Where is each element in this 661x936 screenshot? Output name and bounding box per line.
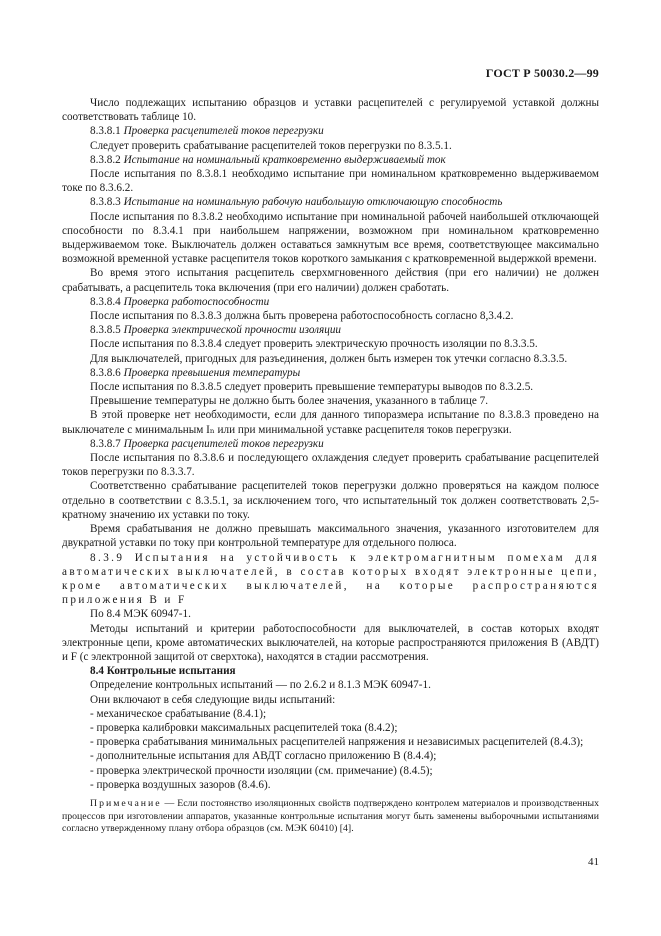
section-heading — [62, 295, 599, 309]
paragraph: После испытания по 8.3.8.3 должна быть проверена работоспособность согласно 8,3.4.2. — [90, 310, 514, 323]
section-number: 8.3.8.3 — [90, 196, 121, 209]
section-heading — [62, 153, 599, 167]
paragraph: После испытания по 8.3.8.5 следует проверить превышение температуры выводов по 8.3.2.5. — [90, 381, 534, 394]
section-title: Проверка работоспособности — [123, 295, 270, 308]
paragraph: По 8.4 МЭК 60947-1. — [90, 608, 191, 621]
section-number: 8.3.8.2 — [90, 153, 121, 166]
section-number: 8.3.8.5 — [90, 324, 121, 337]
paragraph: После испытания по 8.3.8.6 и последующего охлаждения следует проверить срабатывание расцепителей токов перегрузки по 8.3.3.7. — [62, 452, 599, 479]
section-title: Проверка расцепителей токов перегрузки — [123, 437, 324, 450]
note-text: — Если постоянство изоляционных свойств подтверждено контролем материалов и производственных процессов при изготовлении аппаратов, указанные контрольные испытания могут быть заменены выборочными испытаниями согласно утвержденному плану отбора образцов (см. МЭК 60410) [4]. — [62, 797, 600, 835]
section-number: 8.3.8.1 — [90, 125, 121, 138]
page-number: 41 — [588, 856, 599, 868]
section-heading — [62, 366, 599, 380]
paragraph: Соответственно срабатывание расцепителей токов перегрузки должно проверяться на каждом полюсе отдельно в соответствии с 8.3.5.1, за исключением того, что испытательный ток должен соответствовать 2,5-кратному значению их уставки по току. — [62, 480, 599, 521]
list-item: - механическое срабатывание (8.4.1); — [90, 707, 267, 720]
paragraph: После испытания по 8.3.8.2 необходимо испытание при номинальной рабочей наибольшей отключающей способности по 8.3.4.1 при наибольшем напряжении, возможном при номинальном кратковременно выдерживаемом токе. Выключатель должен оставаться замкнутым все время, соответствующее максимально возможной временной уставке расцепителя токов короткого замыкания с кратковременной выдержкой времени. — [62, 210, 599, 266]
standard-code-header: ГОСТ Р 50030.2—99 — [485, 66, 599, 80]
paragraph: Для выключателей, пригодных для разъединения, должен быть измерен ток утечки согласно 8.3.3.5. — [90, 352, 568, 365]
section-heading — [62, 437, 599, 451]
paragraph: После испытания по 8.3.8.1 необходимо испытание при номинальном кратковременно выдерживаемом токе по 8.3.6.2. — [62, 168, 599, 195]
document-body — [62, 96, 599, 836]
section-title: Проверка электрической прочности изоляции — [123, 324, 342, 337]
paragraph: Методы испытаний и критерии работоспособности для выключателей, в состав которых входят электронные цепи, кроме автоматических выключателей, на которые распространяются приложения B (АВДТ) и F (с электронной защитой от сверхтока), находятся в стадии рассмотрения. — [62, 622, 599, 663]
paragraph: Превышение температуры не должно быть более значения, указанного в таблице 7. — [90, 395, 489, 408]
list-item: - проверка воздушных зазоров (8.4.6). — [90, 778, 271, 791]
section-number: 8.3.8.6 — [90, 366, 121, 379]
paragraph: Число подлежащих испытанию образцов и уставки расцепителей с регулируемой уставкой должны соответствовать таблице 10. — [62, 97, 599, 124]
section-heading — [62, 124, 599, 138]
list-item: - проверка электрической прочности изоляции (см. примечание) (8.4.5); — [90, 764, 433, 777]
paragraph: Определение контрольных испытаний — по 2.6.2 и 8.1.3 МЭК 60947-1. — [90, 679, 431, 692]
list-item: - проверка срабатывания минимальных расцепителей напряжения и независимых расцепителей (8.4.3); — [90, 736, 584, 749]
note — [62, 798, 599, 836]
paragraph: После испытания по 8.3.8.4 следует проверить электрическую прочность изоляции по 8.3.3.5. — [90, 338, 538, 351]
section-number: 8.3.8.4 — [90, 295, 121, 308]
section-title: Испытание на номинальный кратковременно выдерживаемый ток — [123, 153, 446, 166]
section-heading — [62, 195, 599, 209]
section-title: Испытание на номинальную рабочую наибольшую отключающую способность — [123, 196, 503, 209]
section-title: Проверка превышения температуры — [123, 366, 301, 379]
paragraph: Следует проверить срабатывание расцепителей токов перегрузки по 8.3.5.1. — [90, 139, 452, 152]
paragraph: Время срабатывания не должно превышать максимального значения, указанного изготовителем для двукратной уставки по току при контрольной температуре для отдельного полюса. — [62, 523, 599, 550]
paragraph: Они включают в себя следующие виды испытаний: — [90, 693, 336, 706]
section-heading — [62, 323, 599, 337]
list-item: - дополнительные испытания для АВДТ согласно приложению B (8.4.4); — [90, 750, 437, 763]
bold-section-title: 8.4 Контрольные испытания — [90, 665, 236, 678]
section-title: Проверка расцепителей токов перегрузки — [123, 125, 324, 138]
paragraph: Во время этого испытания расцепитель сверхмгновенного действия (при его наличии) не должен срабатывать, а расцепитель тока включения (при его наличии) должен сработать. — [62, 267, 599, 294]
section-number: 8.3.8.7 — [90, 437, 121, 450]
spaced-section-heading: 8.3.9 Испытания на устойчивость к электромагнитным помехам для автоматических выключателей, в состав которых входят электронные цепи, кроме автоматических выключателей, на которые распространяются приложения B и F — [62, 551, 599, 607]
note-label: Примечание — [90, 797, 162, 809]
paragraph: В этой проверке нет необходимости, если для данного типоразмера испытание по 8.3.8.3 проведено на выключателе с минимальным Iₙ или при минимальной уставке расцепителя токов перегрузки. — [62, 409, 599, 436]
list-item: - проверка калибровки максимальных расцепителей тока (8.4.2); — [90, 721, 398, 734]
